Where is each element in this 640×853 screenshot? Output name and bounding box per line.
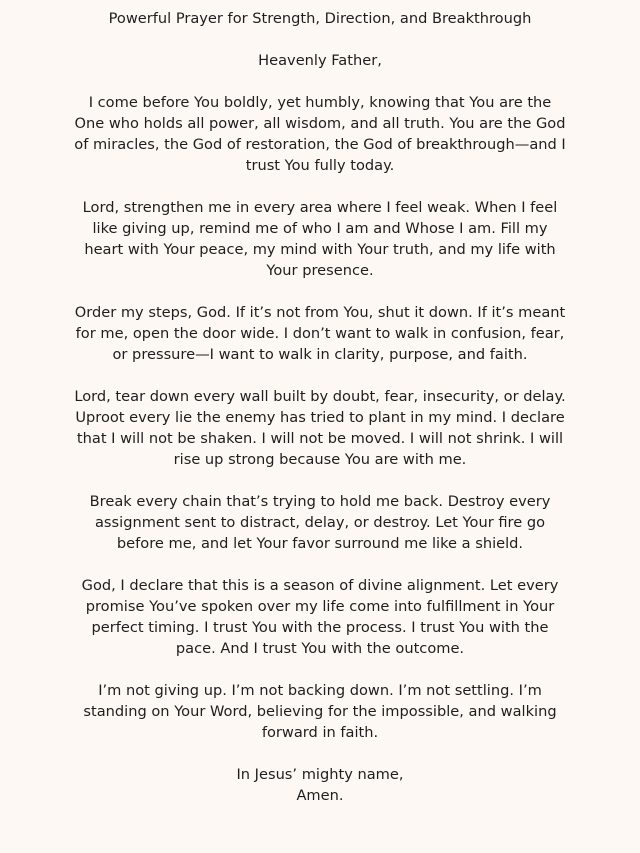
salutation: Heavenly Father, — [258, 52, 382, 69]
paragraph-2: Lord, strengthen me in every area where I feel weak. When I feel like giving up, remind me of who I am and Whose I am. Fill my heart with Your peace, my mind with Your truth, and my life with Your presence. — [82, 199, 558, 279]
paragraph-1: I come before You boldly, yet humbly, knowing that You are the One who holds all power, all wisdom, and all truth. You are the God of miracles, the God of restoration, the God of breakthrough—and I trust You fully today. — [74, 94, 566, 174]
paragraph-6: God, I declare that this is a season of divine alignment. Let every promise You’ve spoken over my life come into fulfillment in Your perfect timing. I trust You with the process. I trust You with the pace. And I trust You with the outcome. — [81, 577, 559, 657]
closing — [74, 764, 566, 806]
paragraph-3: Order my steps, God. If it’s not from You, shut it down. If it’s meant for me, open the door wide. I don’t want to walk in confusion, fear, or pressure—I want to walk in clarity, purpose, and faith. — [74, 304, 566, 363]
paragraph-5: Break every chain that’s trying to hold me back. Destroy every assignment sent to distract, delay, or destroy. Let Your fire go before me, and let Your favor surround me like a shield. — [89, 493, 551, 552]
document-title: Powerful Prayer for Strength, Direction, and Breakthrough — [108, 10, 532, 27]
paragraph-4: Lord, tear down every wall built by doubt, fear, insecurity, or delay. Uproot every lie the enemy has tried to plant in my mind. I declare that I will not be shaken. I will not be moved. I will not shrink. I will rise up strong because You are with me. — [74, 388, 566, 468]
paragraph-7: I’m not giving up. I’m not backing down. I’m not settling. I’m standing on Your Word, believing for the impossible, and walking forward in faith. — [83, 682, 557, 741]
closing-line-1: In Jesus’ mighty name, — [236, 766, 404, 783]
closing-line-2: Amen. — [296, 787, 344, 804]
